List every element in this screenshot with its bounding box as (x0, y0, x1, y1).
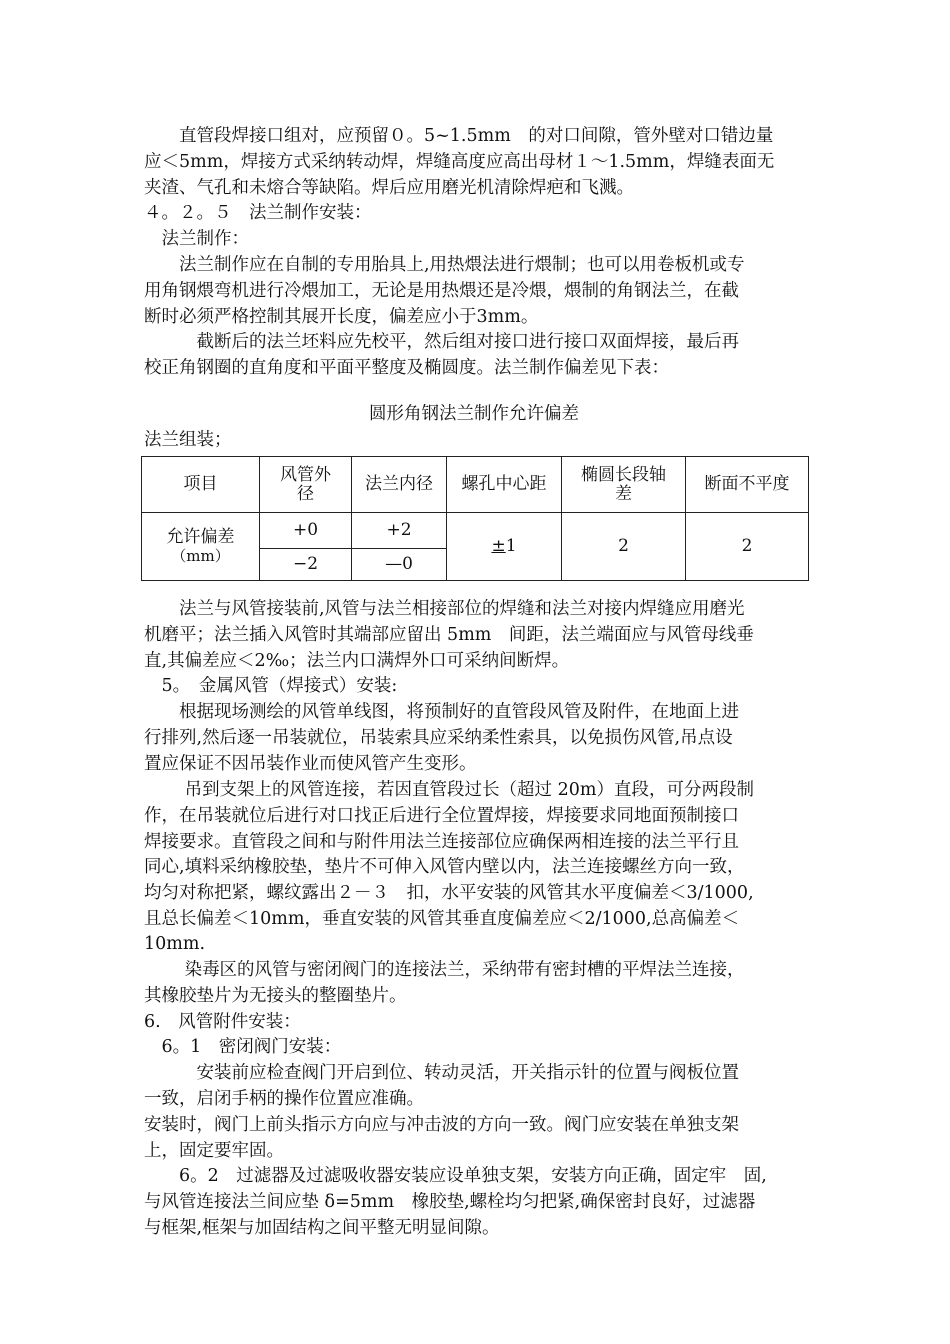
header-item: 项目 (142, 457, 260, 513)
table-header-row (142, 457, 809, 513)
header-section-flatness: 断面不平度 (686, 457, 809, 513)
paragraph-line: 断时必须严格控制其展开长度，偏差应小于3mm。 (144, 307, 539, 327)
table-row (142, 513, 809, 549)
flatness-value: 2 (686, 513, 809, 581)
paragraph-line: 10mm. (144, 934, 206, 954)
paragraph-line: 行排列,然后逐一吊装就位，吊装索具应采纳柔性索具，以免损伤风管,吊点设 (144, 728, 733, 748)
section-heading-5: 5。 金属风管（焊接式）安装: (144, 676, 398, 696)
section-heading-4-2-5: ４。２。５ 法兰制作安装： (144, 203, 372, 223)
paragraph-line: 6。2 过滤器及过滤吸收器安装应设单独支架，安装方向正确，固定牢 固, (144, 1166, 767, 1186)
paragraph-line: 其橡胶垫片为无接头的整圈垫片。 (144, 986, 407, 1006)
paragraph-line: 安装时，阀门上前头指示方向应与冲击波的方向一致。阀门应安装在单独支架 (144, 1115, 739, 1135)
ellipse-value: 2 (562, 513, 686, 581)
paragraph-line: 机磨平；法兰插入风管时其端部应留出 5mm 间距，法兰端面应与风管母线垂 (144, 625, 754, 645)
paragraph-line: 吊到支架上的风管连接，若因直管段过长（超过 20m）直段，可分两段制 (144, 780, 754, 800)
header-flange-inner-diameter: 法兰内径 (352, 457, 447, 513)
paragraph-line: 夹渣、气孔和未熔合等缺陷。焊后应用磨光机清除焊疤和飞溅。 (144, 178, 634, 198)
section-heading-6: 6. 风管附件安装： (144, 1012, 301, 1032)
paragraph-line: 校正角钢圈的直角度和平面平整度及椭圆度。法兰制作偏差见下表： (144, 358, 669, 378)
paragraph-line: 且总长偏差＜10mm，垂直安装的风管其垂直度偏差应＜2/1000,总高偏差＜ (144, 909, 740, 929)
table-title: 圆形角钢法兰制作允许偏差 (369, 404, 579, 424)
paragraph-line: 用角钢煨弯机进行冷煨加工，无论是用热煨还是冷煨，煨制的角钢法兰，在截 (144, 281, 739, 301)
paragraph-line: 直管段焊接口组对，应预留０。5~1.5mm 的对口间隙，管外壁对口错边量 (144, 126, 774, 146)
paragraph-line: 同心,填料采纳橡胶垫，垫片不可伸入风管内壁以内，法兰连接螺丝方向一致， (144, 857, 745, 877)
outer-diameter-upper: +0 (260, 513, 352, 549)
paragraph-line: 与框架,框架与加固结构之间平整无明显间隙。 (144, 1218, 500, 1238)
section-heading-6-1: 6。1 密闭阀门安装： (144, 1037, 342, 1057)
header-duct-outer-diameter: 风管外 径 (260, 457, 352, 513)
bolt-hole-value: 1 (505, 536, 517, 556)
paragraph-line: 安装前应检查阀门开启到位、转动灵活，开关指示针的位置与阀板位置 (144, 1063, 739, 1083)
paragraph-line: 根据现场测绘的风管单线图，将预制好的直管段风管及附件，在地面上进 (144, 702, 739, 722)
paragraph-line: 法兰与风管接装前,风管与法兰相接部位的焊缝和法兰对接内焊缝应用磨光 (144, 599, 745, 619)
paragraph-line: 作，在吊装就位后进行对口找正后进行全位置焊接，焊接要求同地面预制接口 (144, 806, 739, 826)
deviation-table (141, 456, 809, 581)
row-label: 允许偏差 (166, 526, 235, 547)
bolt-hole-spacing-value (447, 513, 562, 581)
paragraph-line: 一致，启闭手柄的操作位置应准确。 (144, 1089, 424, 1109)
paragraph-line: 置应保证不因吊装作业而使风管产生变形。 (144, 754, 477, 774)
row-unit: （mm） (171, 546, 230, 565)
paragraph-line: 截断后的法兰坯料应先校平，然后组对接口进行接口双面焊接，最后再 (144, 332, 739, 352)
header-bolt-hole-spacing: 螺孔中心距 (447, 457, 562, 513)
paragraph-line: 染毒区的风管与密闭阀门的连接法兰，采纳带有密封槽的平焊法兰连接， (144, 960, 745, 980)
inner-diameter-upper: +2 (352, 513, 447, 549)
paragraph-line: 焊接要求。直管段之间和与附件用法兰连接部位应确保两相连接的法兰平行且 (144, 832, 739, 852)
paragraph-line: 与风管连接法兰间应垫 δ=5mm 橡胶垫,螺栓均匀把紧,确保密封良好，过滤器 (144, 1192, 756, 1212)
row-label-cell (142, 513, 260, 581)
outer-diameter-lower: −2 (260, 549, 352, 581)
header-ellipse-axis-difference: 椭圆长段轴 差 (562, 457, 686, 513)
subheading-flange-make: 法兰制作： (144, 229, 249, 249)
paragraph-line: 均匀对称把紧，螺纹露出２－３ 扣，水平安装的风管其水平度偏差＜3/1000, (144, 883, 754, 903)
paragraph-line: 直,其偏差应＜2‰；法兰内口满焊外口可采纳间断焊。 (144, 651, 570, 671)
paragraph-line: 法兰制作应在自制的专用胎具上,用热煨法进行煨制；也可以用卷板机或专 (144, 255, 745, 275)
paragraph-line: 上，固定要牢固。 (144, 1141, 284, 1161)
plus-minus-sign: ± (491, 536, 506, 556)
inner-diameter-lower: —0 (352, 549, 447, 581)
subheading-flange-assembly: 法兰组装； (144, 430, 232, 450)
paragraph-line: 应＜5mm，焊接方式采纳转动焊，焊缝高度应高出母材１～1.5mm，焊缝表面无 (144, 152, 775, 172)
